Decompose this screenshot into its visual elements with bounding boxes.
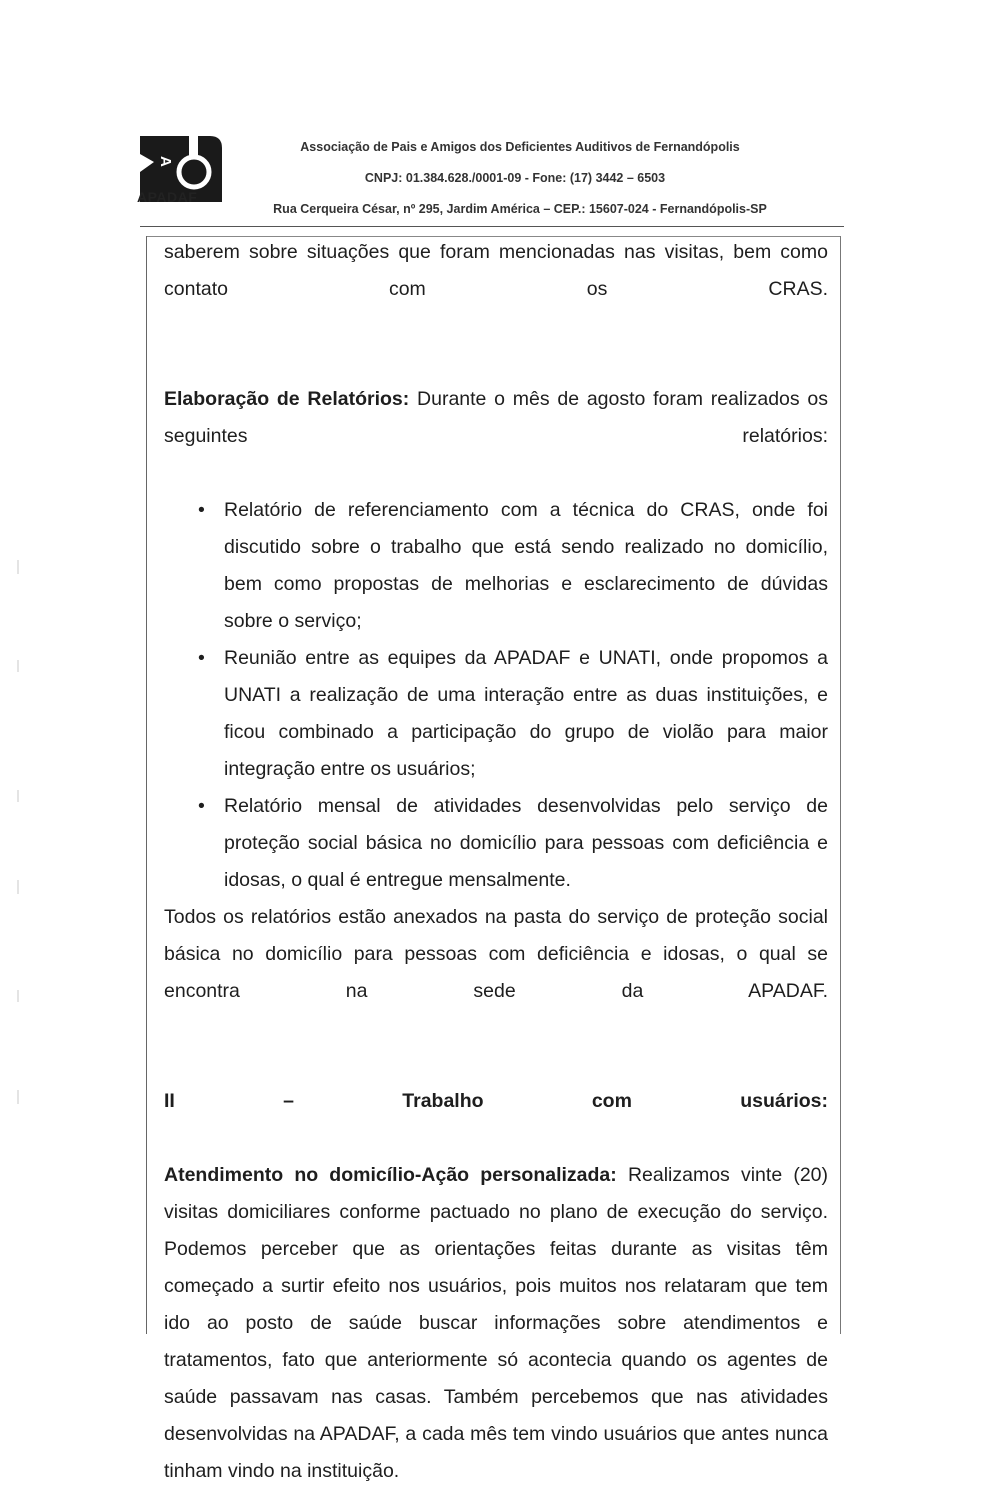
reports-footer-paragraph: Todos os relatórios estão anexados na pasta do serviço de proteção social básica no domicílio para pessoas com deficiência e idosas, o qual se encontra na sede da APADAF. (164, 906, 828, 1002)
list-item: • Relatório mensal de atividades desenvolvidas pelo serviço de proteção social básica no domicílio para pessoas com deficiência e idosas, o qual é entregue mensalmente. (224, 788, 828, 899)
svg-text:A: A (157, 156, 174, 167)
header-divider (140, 226, 844, 227)
reports-paragraph (164, 381, 828, 492)
scan-margin-marks (16, 560, 22, 1120)
frame-right-border (840, 236, 841, 1334)
frame-left-border (146, 236, 147, 1334)
list-item: • Relatório de referenciamento com a técnica do CRAS, onde foi discutido sobre o trabalho que está sendo realizado no domicílio, bem como propostas de melhorias e esclarecimento de dúvidas sobre o serviço; (224, 492, 828, 640)
spacer (164, 1047, 828, 1083)
logo-wordmark: APADAF (137, 189, 198, 205)
section-title: II – Trabalho com usuários: (164, 1090, 828, 1112)
visits-heading: Atendimento no domicílio-Ação personalizada: (164, 1164, 617, 1186)
spacer (164, 345, 828, 381)
reports-text: Durante o mês de agosto foram realizados os seguintes relatórios: (164, 388, 828, 447)
cnpj-phone: CNPJ: 01.384.628./0001-09 - Fone: (17) 3442 – 6503 (364, 171, 666, 185)
reports-list (164, 492, 828, 899)
address: Rua Cerqueira César, nº 295, Jardim América – CEP.: 15607-024 - Fernandópolis-SP (273, 202, 767, 216)
letterhead (0, 0, 992, 240)
document-body (164, 234, 828, 1490)
reports-heading: Elaboração de Relatórios: (164, 388, 410, 410)
visits-paragraph (164, 1157, 828, 1490)
organization-name: Associação de Pais e Amigos dos Deficientes Auditivos de Fernandópolis (300, 140, 740, 154)
list-item: • Reunião entre as equipes da APADAF e UNATI, onde propomos a UNATI a realização de uma interação entre as duas instituições, e ficou combinado a participação do grupo de violão para maior integração entre os usuários; (224, 640, 828, 788)
visits-text: Realizamos vinte (20) visitas domiciliares conforme pactuado no plano de execução do serviço. Podemos perceber que as orientações feitas durante as visitas têm começado a surtir efeito nos usuários, pois muitos nos relataram que tem ido ao posto de saúde buscar informações sobre atendimentos e tratamentos, fato que anteriormente só acontecia quando os agentes de saúde passavam nas casas. Também percebemos que nas atividades desenvolvidas na APADAF, a cada mês tem vindo usuários que antes nunca tinham vindo na instituição. (164, 1164, 828, 1482)
intro-paragraph: saberem sobre situações que foram mencionadas nas visitas, bem como contato com os CRAS. (164, 241, 828, 300)
